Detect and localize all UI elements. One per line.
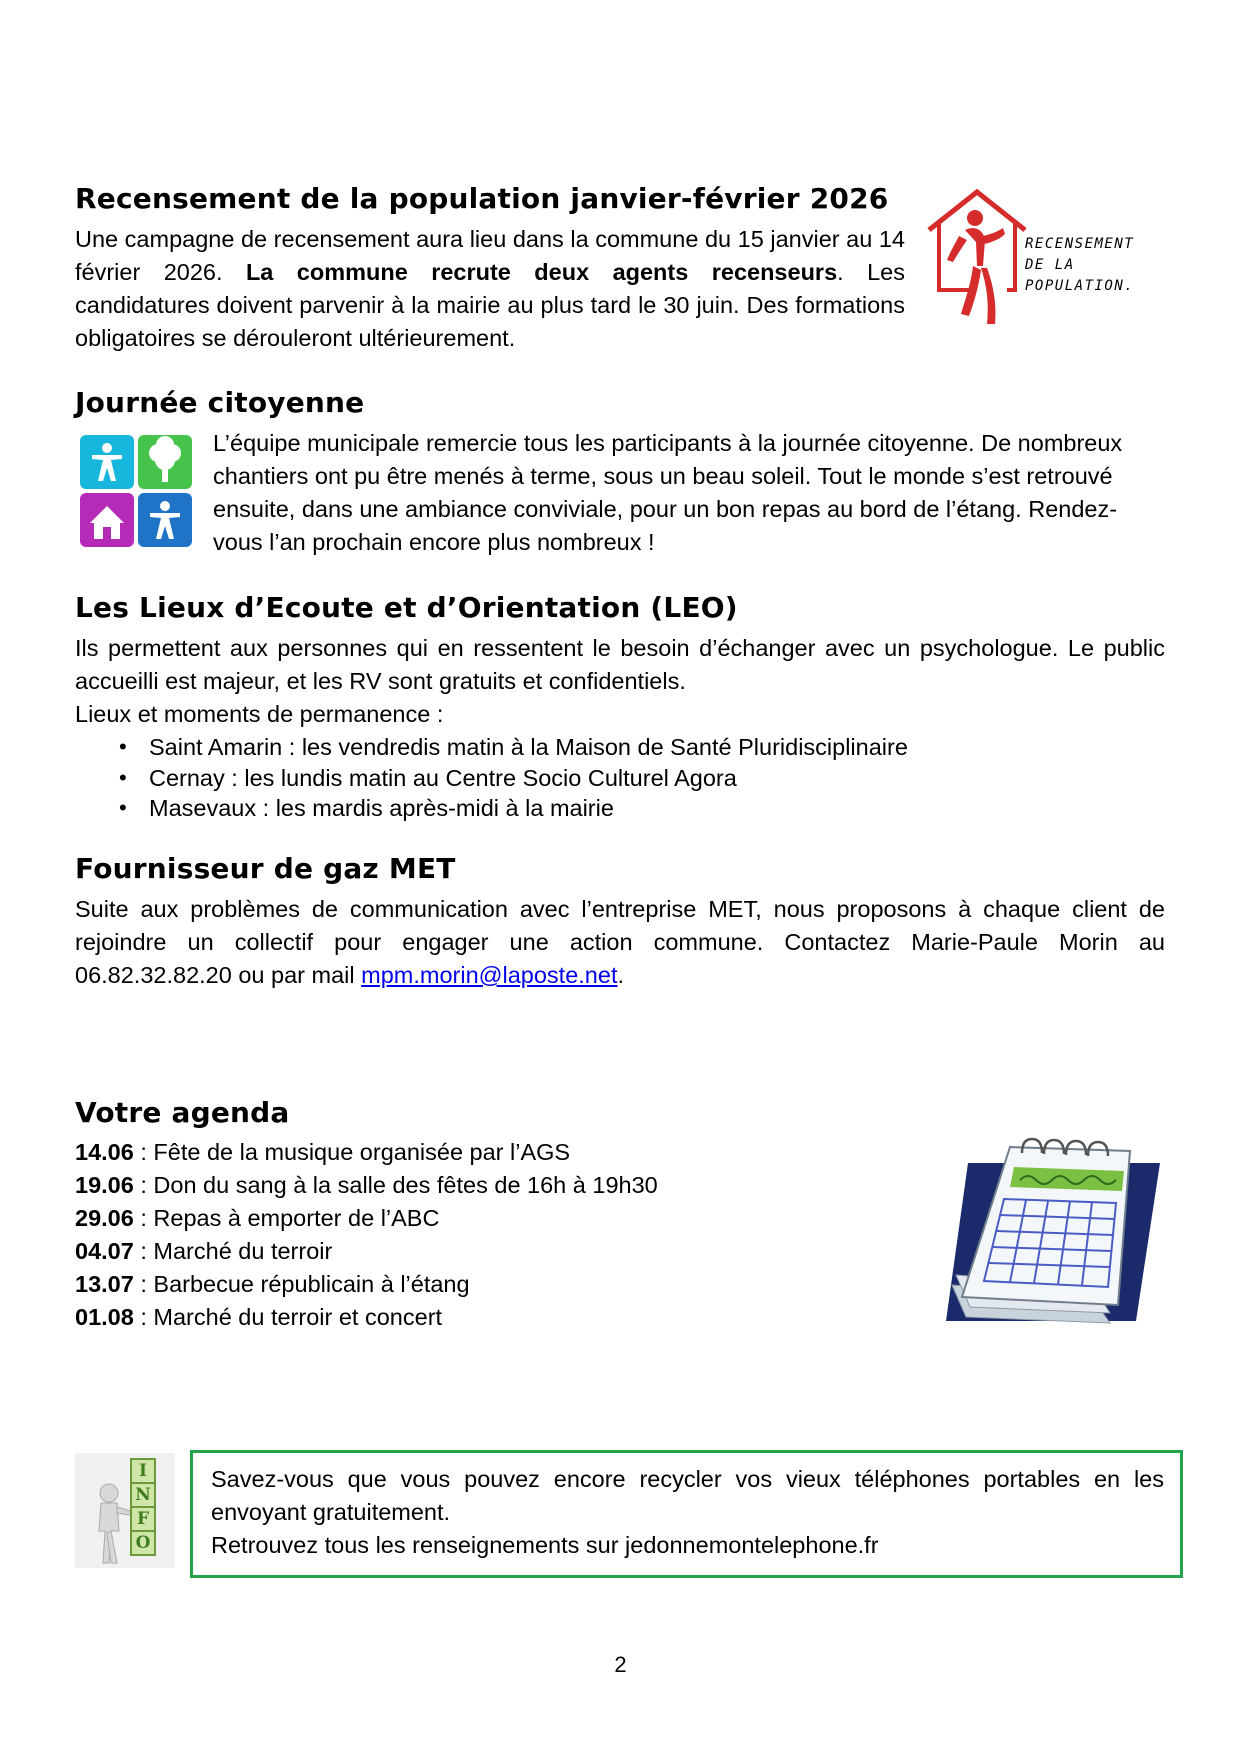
agenda-item: 04.07 : Marché du terroir (75, 1238, 333, 1264)
citizen-day-title: Journée citoyenne (75, 386, 365, 419)
leo-intro: Ils permettent aux personnes qui en ressentent le besoin d’échanger avec un psychologue. Le public accueilli est majeur, et les RV sont gratuits et confidentiels. (75, 635, 1165, 694)
census-text: Une campagne de recensement aura lieu dans la commune du 15 janvier au 14 février 2026. La commune recrute deux agents recenseurs. Les candidatures doivent parvenir à la mairie au plus tard le 30 juin. Des formations obligatoires se dérouleront ultérieurement. (75, 226, 905, 351)
agenda-item: 19.06 : Don du sang à la salle des fêtes de 16h à 19h30 (75, 1172, 658, 1198)
info-text: Savez-vous que vous pouvez encore recycler vos vieux téléphones portables en les envoyant gratuitement. (211, 1466, 1164, 1525)
list-item: • Saint Amarin : les vendredis matin à la Maison de Santé Pluridisciplinaire (75, 732, 1165, 763)
calendar-icon (940, 1135, 1165, 1330)
info-box (190, 1450, 1183, 1578)
list-item: • Cernay : les lundis matin au Centre Socio Culturel Agora (75, 763, 1165, 794)
agenda-item: 01.08 : Marché du terroir et concert (75, 1304, 443, 1330)
census-title: Recensement de la population janvier-février 2026 (75, 182, 889, 215)
census-logo-text: RECENSEMENT DE LA POPULATION. (1025, 236, 1135, 294)
leo-places-list (75, 732, 1165, 824)
gas-title: Fournisseur de gaz MET (75, 852, 456, 885)
email-link[interactable]: mpm.morin@laposte.net (361, 962, 618, 988)
info-text-2: Retrouvez tous les renseignements sur jedonnemontelephone.fr (211, 1532, 879, 1558)
agenda-item: 13.07 : Barbecue républicain à l’étang (75, 1271, 470, 1297)
list-item: • Masevaux : les mardis après-midi à la mairie (75, 793, 1165, 824)
agenda-item: 14.06 : Fête de la musique organisée par l’AGS (75, 1139, 571, 1165)
agenda-item: 29.06 : Repas à emporter de l’ABC (75, 1205, 440, 1231)
gas-text: Suite aux problèmes de communication avec l’entreprise MET, nous proposons à chaque client de rejoindre un collectif pour engager une action commune. Contactez Marie-Paule Morin au 06.82.32.82.20 ou par mail mpm.morin@laposte.net. (75, 896, 1165, 988)
citizen-day-logo (78, 433, 196, 551)
citizen-day-text: L’équipe municipale remercie tous les participants à la journée citoyenne. De nombreux chantiers ont pu être menés à terme, sous un beau soleil. Tout le monde s’est retrouvé ensuite, dans une ambiance conviviale, pour un bon repas au bord de l’étang. Rendez-vous l’an prochain encore plus nombreux ! (213, 430, 1123, 555)
census-recruit-highlight: La commune recrute deux agents recenseurs (245, 259, 838, 285)
agenda-list (75, 1136, 875, 1334)
agenda-title: Votre agenda (75, 1096, 290, 1129)
info-person-icon (75, 1453, 175, 1568)
census-logo (925, 188, 1165, 338)
info-figure (75, 1453, 175, 1568)
info-letters: I N F O (135, 1461, 151, 1553)
page-number: 2 (614, 1652, 627, 1677)
leo-places-label: Lieux et moments de permanence : (75, 701, 444, 727)
leo-title: Les Lieux d’Ecoute et d’Orientation (LEO) (75, 591, 738, 624)
